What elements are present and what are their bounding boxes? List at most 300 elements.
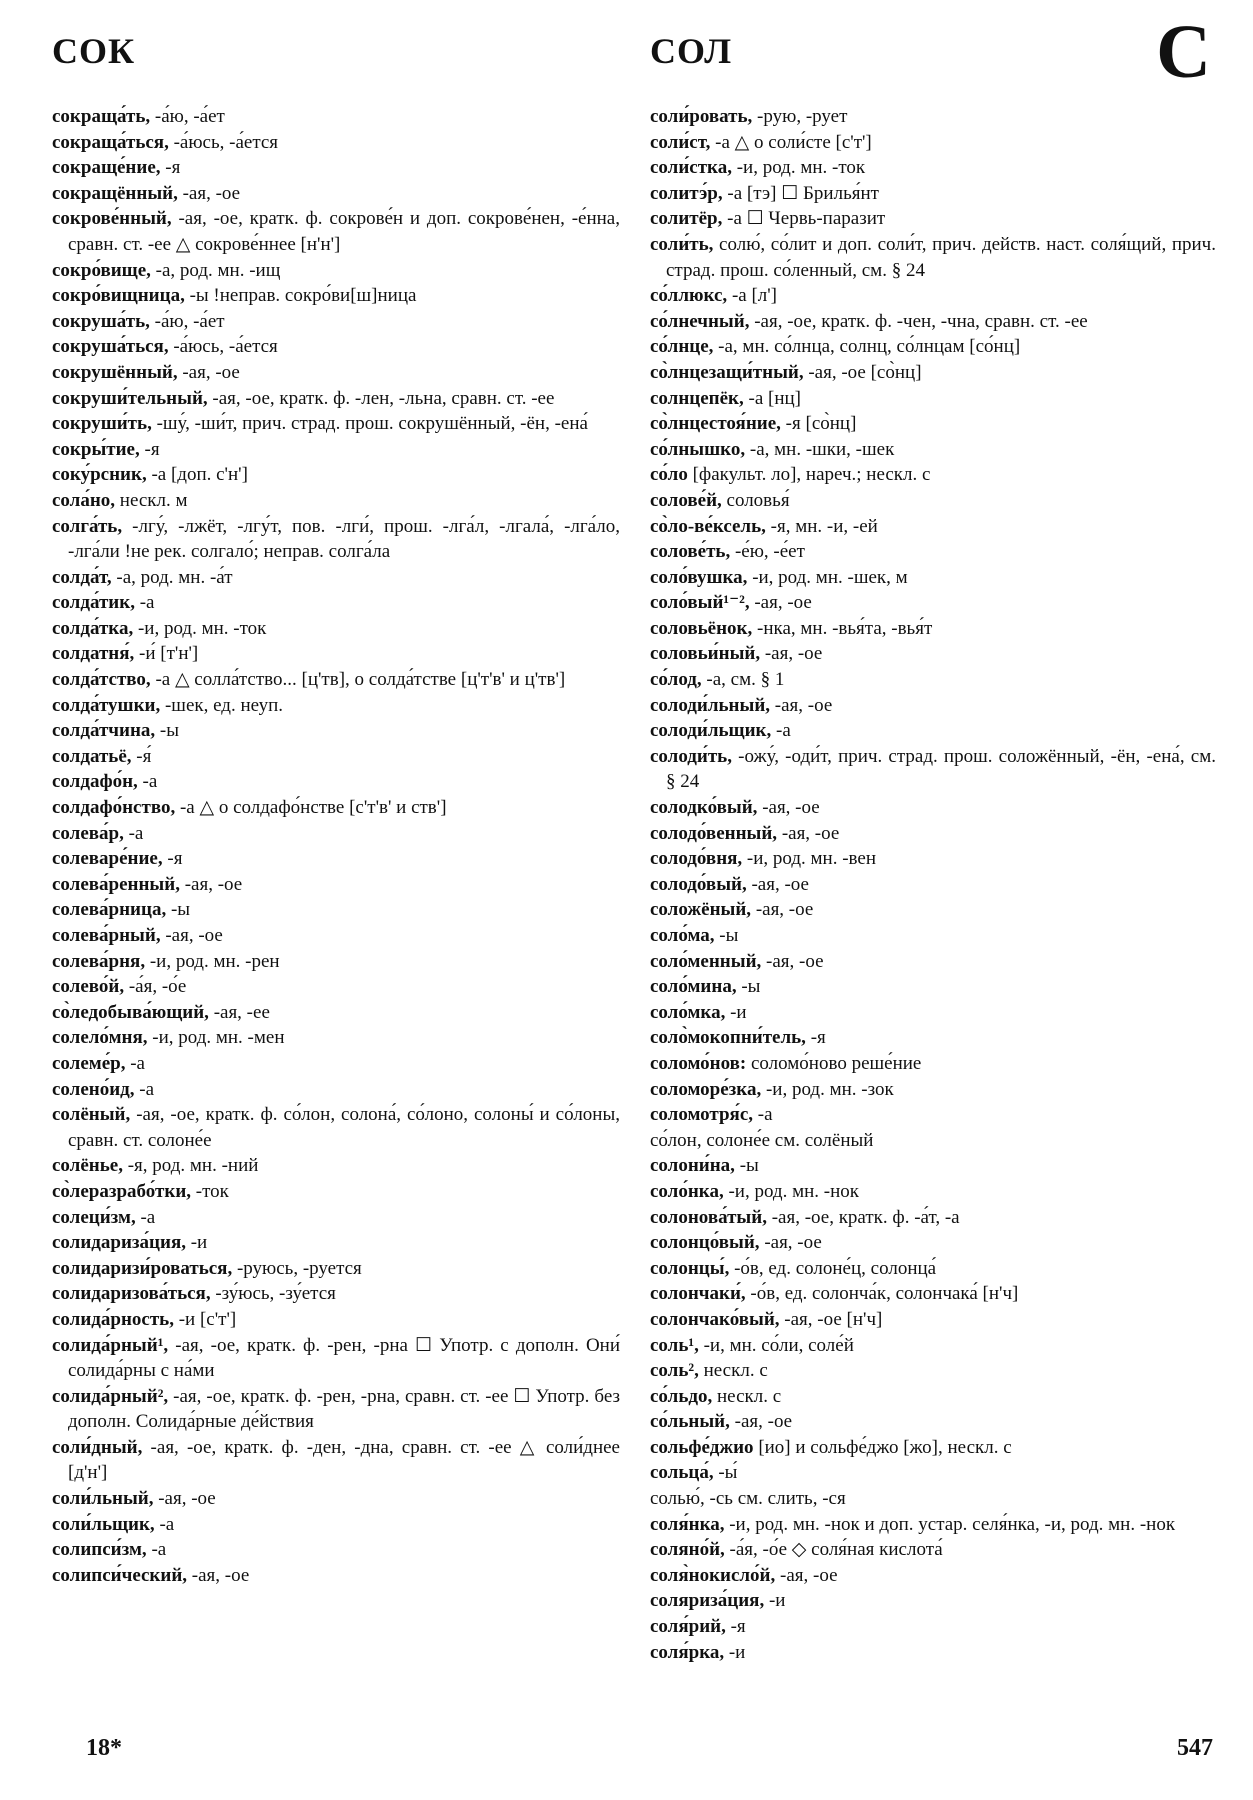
entry-headword: солева́ренный, [52,873,180,895]
dictionary-entry [52,1281,620,1307]
entry-headword: солида́рность, [52,1308,174,1330]
entry-headword: сокруши́ть, [52,413,152,435]
entry-headword: солоди́ть, [650,745,732,767]
entry-headword: со́лод, [650,669,702,691]
entry-grammar: -ая, -ое [153,1488,216,1510]
entry-headword: соль², [650,1360,699,1382]
entry-headword: со̀ледобыва́ющий, [52,1001,209,1023]
entry-grammar: -я, род. мн. -ний [122,1155,259,1177]
dictionary-entry [52,1512,620,1538]
entry-grammar: -ая, -ое [746,873,809,895]
dictionary-entry [650,360,1216,386]
entry-headword: соли́стка, [650,157,732,179]
entry-grammar: -лгу́, -лжёт, -лгу́т, пов. -лги́, прош. -лга́л, -лгала́, -лга́ло, -лга́ли !не рек. солгало́; неправ. солга́ла [68,515,620,563]
entry-headword: солеме́р, [52,1052,126,1074]
entry-grammar: -ая, -ое [775,1564,838,1586]
dictionary-entry [52,1051,620,1077]
entry-grammar: -а [134,592,155,614]
dictionary-entry [52,360,620,386]
dictionary-entry [52,769,620,795]
entry-grammar: -а △ о солдафо́нстве [с'т'в' и ств'] [175,797,447,819]
entry-grammar: соломо́ново реше́ние [746,1052,922,1074]
entry-grammar: -а [нц] [743,387,802,409]
dictionary-entry [650,206,1216,232]
entry-headword: солело́мня, [52,1027,148,1049]
entry-grammar: -а [154,1513,175,1535]
entry-grammar: -е́ю, -е́ет [730,541,805,563]
entry-grammar: -и, род. мн. -ток [133,617,267,639]
dictionary-entry [650,641,1216,667]
dictionary-entry [52,1537,620,1563]
entry-grammar: -ы !неправ. сокро́ви[ш]ница [184,285,417,307]
entry-grammar: -я [139,438,160,460]
entry-grammar: -и [764,1590,786,1612]
entry-grammar: -а́ю, -а́ет [149,310,225,332]
dictionary-entry [52,130,620,156]
entry-grammar: -а, род. мн. -ищ [150,259,281,281]
entry-headword: соложёный, [650,899,752,921]
dictionary-entry [52,1384,620,1435]
entry-grammar: -ая, -ое [749,592,812,614]
entry-grammar: -ая, -ое, кратк. ф. -лен, -льна, сравн. ст. -ее [207,387,555,409]
dictionary-entry [52,411,620,437]
dictionary-entry [650,821,1216,847]
entry-headword: сокро́вищница, [52,285,185,307]
entry-grammar: -а △ солла́тство... [ц'тв], о солда́тстве [ц'т'в' и ц'тв'] [150,669,566,691]
entry-headword: соляно́й, [650,1539,725,1561]
entry-headword: соляриза́ция, [650,1590,765,1612]
entry-grammar: -а, род. мн. -а́т [111,566,233,588]
entry-grammar: -ы [734,1155,759,1177]
dictionary-entry [52,206,620,257]
entry-grammar: -а [137,771,158,793]
section-letter: С [1156,10,1211,94]
entry-grammar: -а △ о соли́сте [с'т'] [710,131,872,153]
dictionary-entry [650,718,1216,744]
dictionary-entry [650,1230,1216,1256]
dictionary-entry [650,386,1216,412]
entry-headword: солодко́вый, [650,797,758,819]
dictionary-entry [650,1512,1216,1538]
entry-headword: соло́вушка, [650,566,748,588]
dictionary-entry [52,667,620,693]
running-head-left: СОК [52,31,136,71]
entry-grammar: -ая, -ое [н'ч] [779,1308,883,1330]
dictionary-entry [650,1435,1216,1461]
dictionary-entry [52,821,620,847]
entry-headword: солонцы́, [650,1257,730,1279]
dictionary-entry [52,309,620,335]
entry-grammar: -ая, -ое [777,822,840,844]
entry-headword: солева́рный, [52,925,161,946]
entry-headword: сокраща́ть, [52,106,151,127]
dictionary-entry [52,1256,620,1282]
dictionary-entry [52,1307,620,1333]
entry-grammar: -и, род. мн. -зок [761,1078,894,1100]
entry-grammar: -рую, -рует [752,106,848,127]
entry-grammar: -я [162,848,183,870]
dictionary-entry [52,1025,620,1051]
entry-grammar: -ая, -ое, кратк. ф. -а́т, -а [766,1206,960,1228]
entry-grammar: -ы́ [713,1462,738,1484]
dictionary-entry [650,667,1216,693]
dictionary-entry [52,693,620,719]
entry-grammar: -а́ю, -а́ет [150,106,225,127]
entry-grammar: -ая, -ое [179,873,243,895]
entry-headword: соли́льщик, [52,1513,155,1535]
entry-headword: солидариза́ция, [52,1232,186,1254]
entry-grammar: -ы [714,925,739,946]
entry-headword: сокраще́ние, [52,157,161,179]
dictionary-entry [52,283,620,309]
left-column [52,104,620,1588]
dictionary-entry [52,718,620,744]
dictionary-entry [650,1128,1216,1154]
entry-headword: солда́тушки, [52,694,161,716]
entry-grammar: -ая, -ое [177,361,240,383]
dictionary-entry [650,130,1216,156]
entry-headword: соли́ть, [650,233,714,255]
entry-grammar: [факульт. ло], нареч.; нескл. с [687,464,931,486]
dictionary-entry [650,744,1216,795]
entry-grammar: -ая, -ое [757,797,820,819]
dictionary-entry [52,923,620,949]
entry-grammar: нескл. с [698,1360,768,1382]
dictionary-entry [52,462,620,488]
dictionary-entry [52,1230,620,1256]
dictionary-entry [52,1179,620,1205]
dictionary-entry [52,1486,620,1512]
dictionary-entry [52,1077,620,1103]
entry-headword: солдатня́, [52,643,135,665]
entry-headword: сола́но, [52,489,116,511]
entry-headword: соля́рка, [650,1641,725,1663]
dictionary-entry [650,283,1216,309]
entry-grammar: -и, род. мн. -ток [731,157,866,179]
entry-grammar: -и [725,1001,747,1023]
entry-grammar: -ая, -ое [729,1411,793,1433]
dictionary-entry [52,616,620,642]
right-column [650,104,1216,1665]
dictionary-entry [650,1025,1216,1051]
dictionary-entry [650,1563,1216,1589]
dictionary-entry [650,1179,1216,1205]
entry-headword: солове́ть, [650,541,731,563]
entry-headword: солева́р, [52,822,124,844]
entry-headword: солда́тик, [52,592,135,614]
entry-headword: соли́ровать, [650,106,753,127]
dictionary-entry [52,1563,620,1589]
entry-headword: солипси́зм, [52,1539,147,1561]
dictionary-entry [650,1588,1216,1614]
dictionary-entry [650,1102,1216,1128]
entry-headword: со́льдо, [650,1385,713,1407]
dictionary-entry [650,232,1216,283]
entry-headword: солда́тчина, [52,720,156,742]
entry-headword: со́лнышко, [650,438,746,460]
entry-grammar: -ая, -ое, кратк. ф. сокрове́н и доп. сокрове́нен, -е́нна, сравн. ст. -ее △ сокрове́ннее [н'н'] [68,208,620,255]
dictionary-entry [650,1358,1216,1384]
dictionary-entry [650,462,1216,488]
dictionary-entry [52,744,620,770]
entry-headword: сокруши́тельный, [52,387,208,409]
entry-headword: солдафо́нство, [52,797,176,819]
entry-grammar: -а [753,1104,773,1126]
entry-headword: солнцепёк, [650,387,744,409]
entry-headword: сокро́вище, [52,259,151,281]
dictionary-entry [52,386,620,412]
dictionary-entry [52,795,620,821]
entry-headword: соля̀нокисло́й, [650,1564,776,1586]
dictionary-entry [650,565,1216,591]
dictionary-entry [650,1153,1216,1179]
entry-grammar: нескл. м [115,489,188,511]
entry-headword: соло̀мокопни́тель, [650,1027,806,1049]
entry-headword: соло́ма, [650,925,715,946]
dictionary-entry [650,1281,1216,1307]
entry-headword: соль¹, [650,1334,699,1356]
entry-headword: солено́ид, [52,1078,135,1100]
entry-headword: солида́рный², [52,1385,169,1407]
dictionary-entry [650,411,1216,437]
dictionary-entry [650,1333,1216,1359]
entry-grammar: -и, род. мн. -нок [723,1180,859,1202]
entry-grammar: -и, род. мн. -вен [742,848,877,870]
dictionary-entry [52,1205,620,1231]
entry-grammar: -о́в, ед. солоне́ц, солонца́ [729,1257,937,1279]
entry-grammar: -а, см. § 1 [701,669,785,691]
entry-grammar: -ая, -ое, кратк. ф. -чен, -чна, сравн. ст. -ее [749,310,1088,332]
entry-headword: со́лнце, [650,336,714,358]
entry-headword: солонова́тый, [650,1206,767,1228]
entry-headword: соло́мина, [650,976,737,998]
entry-headword: соля́нка, [650,1513,725,1535]
entry-headword: соли́льный, [52,1488,154,1510]
entry-grammar: -зу́юсь, -зу́ется [210,1283,336,1305]
dictionary-entry [650,155,1216,181]
dictionary-entry [52,974,620,1000]
dictionary-entry [52,590,620,616]
entry-headword: соло́мка, [650,1001,726,1023]
entry-grammar: -я [160,157,181,179]
page-number: 547 [1177,1735,1213,1761]
entry-grammar: со́лон, солоне́е см. солёный [650,1129,874,1151]
dictionary-entry [650,1614,1216,1640]
dictionary-entry [52,514,620,565]
dictionary-entry [52,641,620,667]
entry-grammar: -ая, -ое [761,950,824,972]
entry-headword: солитэ́р, [650,182,723,204]
entry-headword: солева́рня, [52,950,146,972]
entry-headword: сокрушённый, [52,361,178,383]
dictionary-entry [52,897,620,923]
entry-grammar: -и, мн. со́ли, соле́й [698,1334,854,1356]
entry-headword: солоди́льный, [650,694,771,716]
dictionary-entry [650,693,1216,719]
entry-headword: сокруша́ть, [52,310,150,332]
entry-grammar: -шек, ед. неуп. [160,694,284,716]
entry-grammar: -ы [166,899,191,921]
entry-grammar: -а́юсь, -а́ется [168,131,279,153]
dictionary-entry [650,897,1216,923]
entry-grammar: -а [134,1078,155,1100]
entry-headword: соля́рий, [650,1616,726,1638]
entry-grammar: -шу́, -ши́т, прич. страд. прош. сокрушённый, -ён, -ена́ [151,413,588,435]
entry-grammar: -ая, -ое, кратк. ф. -рен, -рна ☐ Употр. с дополн. Они́ солида́рны с на́ми [68,1334,620,1382]
entry-grammar: -а́юсь, -а́ется [168,336,278,358]
entry-headword: со̀леразрабо́тки, [52,1180,192,1202]
entry-headword: соли́дный, [52,1436,143,1458]
entry-headword: соловьёнок, [650,617,753,639]
dictionary-entry [52,258,620,284]
entry-headword: солга́ть, [52,515,123,537]
entry-grammar: -а [л'] [727,285,778,307]
entry-headword: солида́рный¹, [52,1334,169,1356]
dictionary-entry [650,1307,1216,1333]
entry-grammar: -ая, -ое [со̀нц] [803,361,922,383]
dictionary-entry [650,488,1216,514]
entry-grammar: -а [тэ] ☐ Брилья́нт [722,182,879,204]
entry-grammar: -ая, -ое [751,899,814,921]
dictionary-entry [650,309,1216,335]
entry-grammar: -руюсь, -руется [232,1257,362,1279]
entry-grammar: -а [146,1539,167,1561]
dictionary-entry [650,1486,1216,1512]
dictionary-entry [52,1102,620,1153]
dictionary-entry [650,104,1216,130]
entry-headword: соло́вый¹⁻², [650,592,750,614]
entry-headword: со́ло [650,464,688,486]
entry-headword: со́лнечный, [650,310,750,332]
dictionary-entry [52,104,620,130]
entry-grammar: [ио] и сольфе́джо [жо], нескл. с [753,1436,1012,1458]
entry-headword: солове́й, [650,489,722,511]
entry-headword: солончаки́, [650,1283,746,1305]
entry-grammar: -а, мн. -шки, -шек [745,438,895,460]
entry-grammar: -нка, мн. -вья́та, -вья́т [752,617,933,639]
entry-headword: солеваре́ние, [52,848,163,870]
entry-headword: соломотря́с, [650,1104,754,1126]
entry-grammar: -я [805,1027,826,1049]
entry-grammar: -и [с'т'] [173,1308,237,1330]
entry-grammar: -ая, -ое [760,643,823,665]
dictionary-entry [650,1537,1216,1563]
dictionary-entry [650,514,1216,540]
entry-grammar: -ая, -ое [160,925,223,946]
entry-grammar: -а́я, -о́е ◇ соля́ная кислота́ [724,1539,943,1561]
entry-grammar: -и [724,1641,746,1663]
entry-headword: солончако́вый, [650,1308,780,1330]
entry-grammar: -а [771,720,791,742]
dictionary-entry [650,437,1216,463]
entry-grammar: -я [725,1616,746,1638]
dictionary-entry [52,155,620,181]
entry-grammar: -а [135,1206,156,1228]
dictionary-entry [650,1077,1216,1103]
entry-headword: соломо́нов: [650,1052,747,1074]
dictionary-entry [650,334,1216,360]
entry-headword: солева́рница, [52,899,167,921]
entry-headword: солда́тка, [52,617,134,639]
entry-grammar: соловья́ [721,489,790,511]
dictionary-entry [650,1051,1216,1077]
dictionary-entry [52,181,620,207]
entry-headword: сокры́тие, [52,438,140,460]
dictionary-entry [52,565,620,591]
entry-grammar: -я, мн. -и, -ей [765,515,878,537]
entry-headword: солонцо́вый, [650,1232,760,1254]
entry-grammar: -ая, -ое, кратк. ф. со́лон, солона́, со́лоно, солоны́ и со́лоны, сравн. ст. солоне́е [68,1104,620,1151]
entry-headword: соло́нка, [650,1180,724,1202]
entry-headword: солда́тство, [52,669,151,691]
dictionary-entry [52,1000,620,1026]
entry-headword: сокраща́ться, [52,131,169,153]
entry-headword: сольфе́джио [650,1436,754,1458]
dictionary-entry [52,334,620,360]
entry-grammar: -и́ [т'н'] [134,643,199,665]
entry-grammar: -ожу́, -оди́т, прич. страд. прош. соложённый, -ён, -ена́, см. § 24 [666,745,1216,793]
entry-grammar: -ы [736,976,761,998]
entry-headword: со̀лнцестоя́ние, [650,413,781,435]
dictionary-entry [650,1640,1216,1666]
entry-headword: солидаризова́ться, [52,1283,211,1305]
entry-grammar: -ая, -ое [770,694,833,716]
entry-headword: солодо́венный, [650,822,778,844]
entry-grammar: солю́, со́лит и доп. соли́т, прич. действ. наст. соля́щий, прич. страд. прош. со́ленный, см. § 24 [666,233,1216,281]
entry-headword: сокращённый, [52,182,178,204]
entry-headword: солидаризи́роваться, [52,1257,233,1279]
dictionary-entry [650,1409,1216,1435]
entry-grammar: -ая, -ое [187,1564,250,1586]
entry-headword: соло́менный, [650,950,762,972]
entry-headword: соку́рсник, [52,464,147,486]
entry-grammar: -и, род. мн. -мен [147,1027,285,1049]
dictionary-entry [650,974,1216,1000]
dictionary-entry [650,181,1216,207]
dictionary-entry [650,923,1216,949]
entry-headword: со́льный, [650,1411,730,1433]
dictionary-entry [650,1000,1216,1026]
entry-headword: сокруша́ться, [52,336,169,358]
dictionary-entry [52,1333,620,1384]
entry-headword: сольца́, [650,1462,714,1484]
entry-headword: солитёр, [650,208,723,230]
dictionary-entry [52,488,620,514]
dictionary-entry [650,795,1216,821]
entry-grammar: -ы [155,720,179,742]
entry-grammar: -а [125,1052,145,1074]
entry-headword: соловьи́ный, [650,643,761,665]
dictionary-entry [650,1256,1216,1282]
signature-mark: 18* [86,1735,122,1761]
dictionary-entry [650,872,1216,898]
dictionary-entry [650,1205,1216,1231]
entry-headword: солони́на, [650,1155,735,1177]
dictionary-entry [52,949,620,975]
entry-headword: соли́ст, [650,131,711,153]
entry-headword: соломоре́зка, [650,1078,762,1100]
entry-headword: солодо́вый, [650,873,747,895]
entry-grammar: -а́я, -о́е [124,976,187,998]
entry-grammar: -и, род. мн. -нок и доп. устар. селя́нка, -и, род. мн. -нок [724,1513,1176,1535]
entry-grammar: -ток [191,1180,229,1202]
entry-headword: солево́й, [52,976,125,998]
entry-grammar: -я [со̀нц] [780,413,857,435]
entry-headword: со̀лнцезащи́тный, [650,361,804,383]
entry-grammar: -я́ [131,745,152,767]
entry-grammar: -а [доп. с'н'] [146,464,248,486]
dictionary-entry [52,1435,620,1486]
